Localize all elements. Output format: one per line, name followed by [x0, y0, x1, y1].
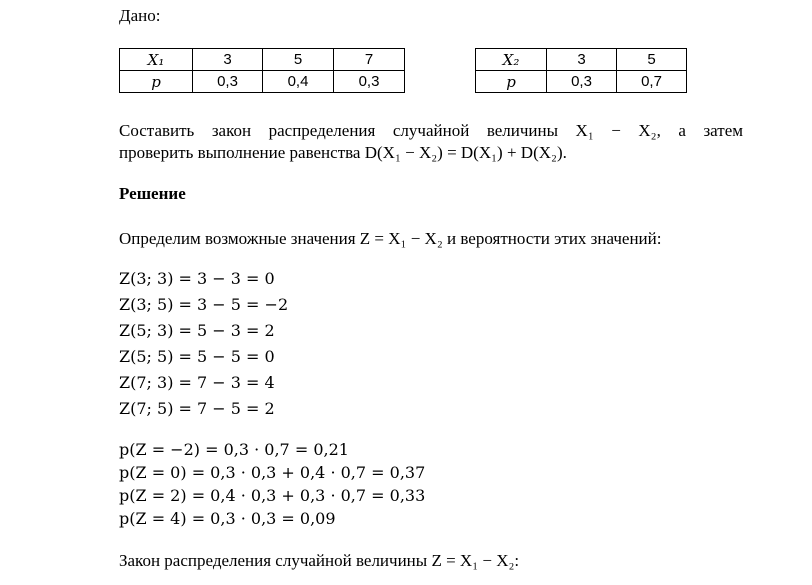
given-label: Дано:	[119, 6, 161, 25]
probability-line: p(Z = −2) = 0,3 · 0,7 = 0,21	[119, 440, 349, 459]
x2-prob-label-cell: p	[476, 71, 547, 93]
x1-prob-cell: 0,3	[334, 71, 405, 93]
x1-value-cell: 3	[193, 49, 263, 71]
z-value-line: Z(3; 5) = 3 − 5 = −2	[119, 295, 289, 314]
x1-prob-cell: 0,3	[193, 71, 263, 93]
solution-heading: Решение	[119, 184, 186, 203]
z-value-line: Z(7; 5) = 7 − 5 = 2	[119, 399, 275, 418]
x2-prob-cell: 0,3	[547, 71, 617, 93]
x1-distribution-table	[119, 48, 405, 93]
x2-distribution-table	[475, 48, 687, 93]
table-row	[120, 71, 405, 93]
x1-prob-label-cell: p	[120, 71, 193, 93]
z-value-line: Z(3; 3) = 3 − 3 = 0	[119, 269, 275, 288]
table-row	[476, 71, 687, 93]
x2-header-cell: X₂	[476, 49, 547, 71]
probability-line: p(Z = 2) = 0,4 · 0,3 + 0,3 · 0,7 = 0,33	[119, 486, 426, 505]
x2-value-cell: 5	[617, 49, 687, 71]
z-value-line: Z(5; 5) = 5 − 5 = 0	[119, 347, 275, 366]
x1-header-cell: X₁	[120, 49, 193, 71]
probability-line: p(Z = 0) = 0,3 · 0,3 + 0,4 · 0,7 = 0,37	[119, 463, 426, 482]
z-value-line: Z(7; 3) = 7 − 3 = 4	[119, 373, 275, 392]
x1-value-cell: 7	[334, 49, 405, 71]
table-row	[476, 49, 687, 71]
x1-value-cell: 5	[263, 49, 334, 71]
table-row	[120, 49, 405, 71]
probability-line: p(Z = 4) = 0,3 · 0,3 = 0,09	[119, 509, 336, 528]
z-value-line: Z(5; 3) = 5 − 3 = 2	[119, 321, 275, 340]
distribution-law-label: Закон распределения случайной величины Z = X₁ − X₂:	[119, 551, 520, 570]
x2-prob-cell: 0,7	[617, 71, 687, 93]
task-line-1: Составить закон распределения случайной величины X₁ − X₂, а затем	[119, 121, 743, 140]
task-line-2: проверить выполнение равенства D(X₁ − X₂) = D(X₁) + D(X₂).	[119, 143, 567, 162]
x2-value-cell: 3	[547, 49, 617, 71]
intro-text: Определим возможные значения Z = X₁ − X₂ и вероятности этих значений:	[119, 229, 662, 248]
x1-prob-cell: 0,4	[263, 71, 334, 93]
